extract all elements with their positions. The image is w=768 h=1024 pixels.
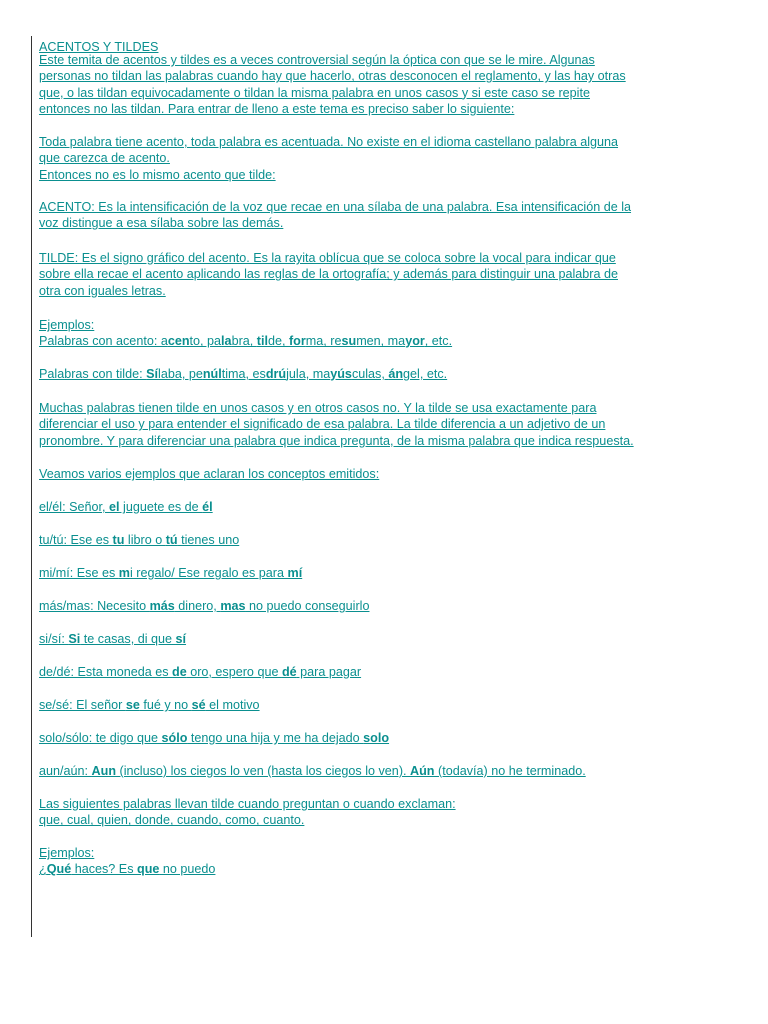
paragraph bbox=[39, 199, 631, 232]
text-run: to, pa bbox=[189, 334, 222, 349]
text-run: jula, ma bbox=[286, 367, 331, 381]
text-line bbox=[39, 433, 634, 449]
text-run: no puedo bbox=[159, 862, 216, 877]
text-run: se/sé: El señor bbox=[39, 698, 126, 712]
text-line bbox=[39, 664, 361, 680]
text-run: culas, bbox=[351, 367, 389, 381]
bold-text: su bbox=[341, 334, 357, 349]
bold-text: Si bbox=[68, 632, 81, 646]
text-run: (incluso) los ciegos lo ven (hasta los ciegos lo ven). bbox=[116, 764, 411, 778]
text-run: dinero, bbox=[174, 599, 221, 613]
text-run: tu/tú: Ese es bbox=[39, 533, 113, 547]
text-line bbox=[39, 167, 618, 183]
text-line bbox=[39, 812, 456, 828]
text-line bbox=[39, 85, 626, 101]
paragraph bbox=[39, 730, 389, 746]
text-run: mi/mí: Ese es bbox=[39, 566, 119, 580]
text-run: diferenciar el uso y para entender el significado de esa palabra. La tilde diferencia a un adjetivo de un bbox=[39, 417, 606, 432]
text-line bbox=[39, 598, 369, 614]
paragraph bbox=[39, 796, 456, 829]
paragraph bbox=[39, 366, 447, 382]
text-line bbox=[39, 499, 213, 515]
bold-text: Aun bbox=[91, 764, 117, 778]
text-line bbox=[39, 266, 618, 282]
text-run: , etc. bbox=[424, 334, 453, 349]
text-line bbox=[39, 215, 631, 231]
bold-text: for bbox=[288, 334, 306, 349]
text-line bbox=[39, 416, 634, 432]
text-run: i regalo/ Ese regalo es para bbox=[129, 566, 288, 580]
text-run: sobre ella recae el acento aplicando las reglas de la ortografía; y además para distinguir una palabra de bbox=[39, 267, 618, 282]
text-run: que, o las tildan equivocadamente o tildan la misma palabra en unos casos y si este caso se repite bbox=[39, 85, 590, 100]
text-run: voz distingue a esa sílaba sobre las demás. bbox=[39, 216, 284, 231]
text-line bbox=[39, 796, 456, 812]
text-run: Entonces no es lo mismo acento que tilde: bbox=[39, 167, 276, 182]
text-line bbox=[39, 845, 215, 861]
text-run: oro, espero que bbox=[186, 665, 282, 679]
text-line bbox=[39, 199, 631, 215]
paragraph bbox=[39, 134, 618, 183]
text-line bbox=[39, 317, 452, 333]
text-run: el/él: Señor, bbox=[39, 500, 110, 514]
text-run: ACENTO: Es la intensificación de la voz que recae en una sílaba de una palabra. Esa intensificación de la bbox=[39, 200, 632, 214]
paragraph bbox=[39, 697, 260, 713]
bold-text: la bbox=[221, 334, 232, 349]
text-line bbox=[39, 861, 215, 877]
text-run: tima, es bbox=[221, 367, 266, 381]
paragraph bbox=[39, 565, 302, 581]
text-run: Palabras con acento: a bbox=[39, 334, 168, 349]
text-run: Este temita de acentos y tildes es a veces controversial según la óptica con que se le mire. Algunas bbox=[39, 53, 595, 67]
text-line bbox=[39, 565, 302, 581]
paragraph bbox=[39, 400, 634, 449]
bold-text: tú bbox=[165, 533, 178, 547]
paragraph bbox=[39, 52, 626, 117]
text-run: el motivo bbox=[205, 698, 260, 712]
bold-text: de bbox=[172, 665, 187, 679]
text-run: personas no tildan las palabras cuando hay que hacerlo, otras desconocen el reglamento, y las hay otras bbox=[39, 69, 626, 84]
text-run: laba, pe bbox=[158, 367, 203, 381]
bold-text: núl bbox=[202, 367, 222, 381]
text-run: haces? Es bbox=[71, 862, 138, 877]
text-run: Las siguientes palabras llevan tilde cuando preguntan o cuando exclaman: bbox=[39, 797, 456, 811]
bold-text: drú bbox=[265, 367, 287, 381]
bold-text: yor bbox=[405, 334, 425, 349]
text-line bbox=[39, 532, 239, 548]
text-run: para pagar bbox=[296, 665, 362, 679]
document-title: ACENTOS Y TILDES bbox=[39, 40, 159, 54]
text-run: Veamos varios ejemplos que aclaran los conceptos emitidos: bbox=[39, 467, 380, 481]
bold-text: sí bbox=[175, 632, 187, 646]
text-line bbox=[39, 730, 389, 746]
bold-text: mí bbox=[287, 566, 303, 580]
text-run: ma, re bbox=[305, 334, 342, 349]
paragraph bbox=[39, 317, 452, 350]
paragraph bbox=[39, 664, 361, 680]
text-line bbox=[39, 400, 634, 416]
text-line bbox=[39, 52, 626, 68]
text-run: te casas, di que bbox=[80, 632, 176, 646]
page-margin-line bbox=[31, 36, 32, 937]
bold-text: sólo bbox=[161, 731, 188, 745]
text-run: otra con iguales letras. bbox=[39, 283, 166, 298]
text-run: Toda palabra tiene acento, toda palabra es acentuada. No existe en el idioma castellano palabra alguna bbox=[39, 135, 619, 149]
text-line bbox=[39, 333, 452, 349]
text-line bbox=[39, 283, 618, 299]
bold-text: mas bbox=[220, 599, 246, 613]
document-body bbox=[39, 39, 739, 877]
bold-text: dé bbox=[281, 665, 297, 679]
text-line bbox=[39, 366, 447, 382]
text-run: de/dé: Esta moneda es bbox=[39, 665, 173, 679]
bold-text: yús bbox=[330, 367, 352, 381]
text-run: juguete es de bbox=[119, 500, 203, 514]
paragraph bbox=[39, 466, 379, 482]
bold-text: m bbox=[118, 566, 130, 580]
text-run: bra, bbox=[231, 334, 257, 349]
text-run: libro o bbox=[124, 533, 166, 547]
text-run: Ejemplos: bbox=[39, 318, 95, 332]
bold-text: tu bbox=[112, 533, 125, 547]
text-run: solo/sólo: te digo que bbox=[39, 731, 162, 745]
paragraph bbox=[39, 598, 369, 614]
text-run: tienes uno bbox=[177, 533, 240, 547]
text-run: gel, etc. bbox=[403, 367, 448, 381]
bold-text: til bbox=[256, 334, 268, 349]
bold-text: se bbox=[125, 698, 140, 712]
text-run: Muchas palabras tienen tilde en unos casos y en otros casos no. Y la tilde se usa exactamente para bbox=[39, 401, 597, 415]
bold-text: él bbox=[202, 500, 213, 514]
bold-text: más bbox=[149, 599, 175, 613]
paragraph bbox=[39, 763, 586, 779]
text-run: que carezca de acento. bbox=[39, 151, 170, 166]
bold-text: Qué bbox=[46, 862, 72, 877]
text-run: más/mas: Necesito bbox=[39, 599, 150, 613]
text-run: ¿ bbox=[39, 862, 47, 877]
bold-text: Aún bbox=[410, 764, 435, 778]
bold-text: el bbox=[109, 500, 120, 514]
text-run: fué y no bbox=[139, 698, 192, 712]
paragraph bbox=[39, 499, 213, 515]
bold-text: sé bbox=[191, 698, 206, 712]
bold-text: solo bbox=[363, 731, 390, 745]
text-line bbox=[39, 134, 618, 150]
text-run: aun/aún: bbox=[39, 764, 92, 778]
text-run: de, bbox=[267, 334, 289, 349]
text-line bbox=[39, 631, 186, 647]
paragraph bbox=[39, 532, 239, 548]
text-run: que, cual, quien, donde, cuando, como, cuanto. bbox=[39, 813, 305, 828]
text-line bbox=[39, 101, 626, 117]
text-line bbox=[39, 697, 260, 713]
bold-text: cen bbox=[167, 334, 190, 349]
text-line bbox=[39, 250, 618, 266]
text-run: si/sí: bbox=[39, 632, 69, 646]
bold-text: que bbox=[137, 862, 160, 877]
text-run: pronombre. Y para diferenciar una palabra que indica pregunta, de la misma palabra que indica respuesta. bbox=[39, 433, 634, 448]
text-line bbox=[39, 466, 379, 482]
text-run: (todavía) no he terminado. bbox=[434, 764, 586, 778]
text-line bbox=[39, 68, 626, 84]
bold-text: án bbox=[388, 367, 404, 381]
paragraph bbox=[39, 845, 215, 878]
text-run: entonces no las tildan. Para entrar de lleno a este tema es preciso saber lo siguiente: bbox=[39, 101, 515, 116]
text-line bbox=[39, 763, 586, 779]
text-run: tengo una hija y me ha dejado bbox=[187, 731, 364, 745]
text-line bbox=[39, 150, 618, 166]
text-run: Palabras con tilde: bbox=[39, 367, 147, 381]
paragraph bbox=[39, 250, 618, 299]
text-run: TILDE: Es el signo gráfico del acento. Es la rayita oblícua que se coloca sobre la vocal para indicar que bbox=[39, 251, 616, 265]
text-run: Ejemplos: bbox=[39, 846, 95, 860]
text-run: men, ma bbox=[356, 334, 406, 349]
paragraph bbox=[39, 631, 186, 647]
bold-text: Sí bbox=[146, 367, 159, 381]
text-run: no puedo conseguirlo bbox=[245, 599, 370, 613]
